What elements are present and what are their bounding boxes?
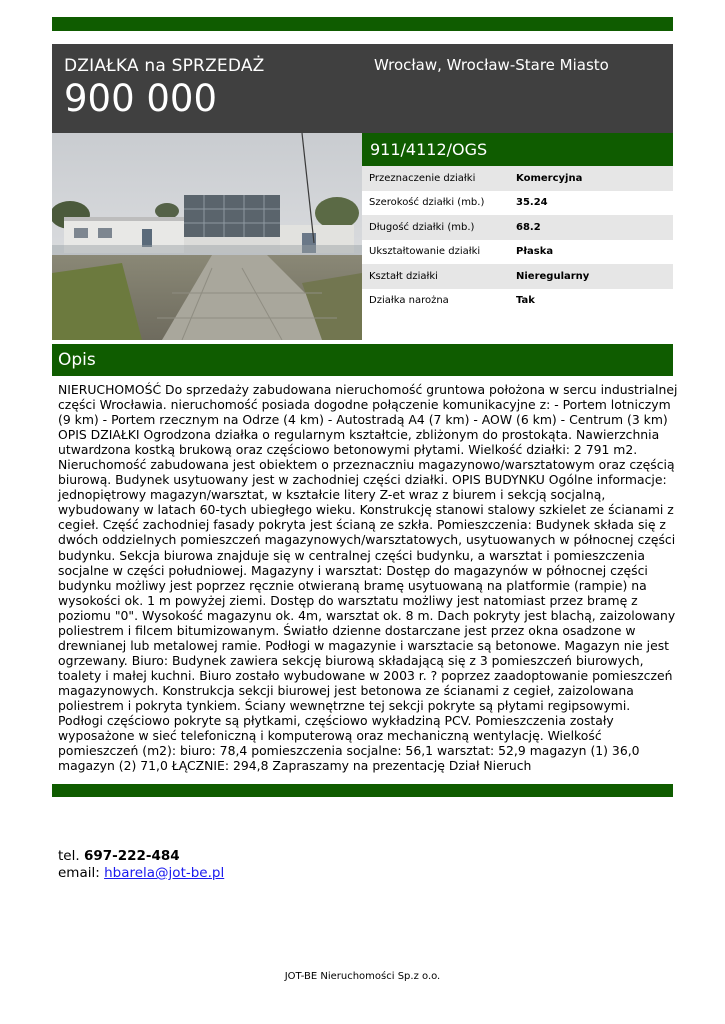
description-line: wyposażone w sieć telefoniczną i komputerową oraz mechaniczną wentylację. Wielkość — [58, 728, 602, 744]
detail-value: Nieregularny — [516, 270, 590, 282]
detail-row-terrain — [362, 240, 673, 265]
description-text — [58, 382, 678, 774]
description-line: wysokości ok. 1 m powyżej ziemi. Dostęp do warsztatu możliwy jest natomiast przez bramę z — [58, 592, 638, 608]
detail-label: Działka narożna — [369, 295, 449, 307]
contact-block — [58, 848, 224, 882]
description-line: socjalne w części południowej. Magazyny i warsztat: Dostęp do magazynów w północnej części — [58, 562, 648, 578]
detail-value: Komercyjna — [516, 172, 583, 184]
detail-row-purpose — [362, 166, 673, 191]
description-line: utwardzona kostką brukową oraz częściowo betonowymi płytami. Wielkość działki: 2 791 m2. — [58, 442, 638, 458]
description-line: Podłogi częściowo pokryte są płytkami, częściowo wykładziną PCV. Pomieszczenia zostały — [58, 713, 614, 729]
phone-line — [58, 848, 224, 865]
email-link[interactable]: hbarela@jot-be.pl — [104, 865, 225, 881]
phone-number[interactable]: 697-222-484 — [83, 848, 180, 864]
description-line: jednopiętrowy magazyn/warsztat, w kształcie litery Z-et wraz z biurem i sekcją socjalną, — [58, 487, 606, 503]
description-line: poziomu "0". Wysokość magazynu ok. 4m, warsztat ok. 8 m. Dach pokryty jest blachą, zaizolowany — [58, 607, 676, 623]
description-line: pomieszczeń (m2): biuro: 78,4 pomieszczenia socjalne: 56,1 warsztat: 52,9 magazyn (1) 36,0 — [58, 743, 640, 759]
listing-header — [52, 44, 673, 133]
description-line: poliestrem i pokryta tynkiem. Ściany wewnętrzne tej sekcji pokryte są płytami regipsowymi. — [58, 697, 631, 713]
bottom-accent-bar — [52, 784, 673, 797]
description-line: cegieł. Część zachodniej fasady pokryta jest ścianą ze szkła. Pomieszczenia: Budynek składa się z — [58, 517, 666, 533]
property-photo — [52, 133, 362, 340]
phone-label: tel. — [58, 848, 80, 864]
description-line: dwóch oddzielnych pomieszczeń magazynowych/warsztatowych, usytuowanych w północnej części — [58, 532, 676, 548]
reference-number: 911/4112/OGS — [362, 133, 673, 166]
description-heading: Opis — [52, 344, 673, 376]
description-line: wybudowany w latach 60-tych ubiegłego wieku. Konstrukcję stanowi stalowy szkielet ze ścianami z — [58, 502, 674, 518]
offer-type: DZIAŁKA na SPRZEDAŻ — [64, 56, 265, 76]
detail-value: 68.2 — [516, 221, 541, 233]
details-panel — [362, 133, 673, 313]
description-line: (9 km) - Portem rzecznym na Odrze (4 km) - Autostradą A4 (7 km) - AOW (6 km) - Centrum (3 km) — [58, 412, 668, 428]
detail-label: Długość działki (mb.) — [369, 221, 475, 233]
detail-row-shape — [362, 264, 673, 289]
top-accent-bar — [52, 17, 673, 31]
description-line: OPIS DZIAŁKI Ogrodzona działka o regularnym kształtcie, zbliżonym do prostokąta. Nawierzchnia — [58, 427, 660, 443]
detail-label: Szerokość działki (mb.) — [369, 197, 485, 209]
detail-value: Płaska — [516, 246, 554, 258]
detail-row-width — [362, 191, 673, 216]
detail-label: Ukształtowanie działki — [369, 246, 481, 258]
description-line: drewnianej lub metalowej ramie. Podłogi w magazynie i warsztacie są betonowe. Magazyn nie jest — [58, 637, 670, 653]
description-line: budynku możliwy jest poprzez ręcznie otwieraną bramę usytuowaną na platformie (rampie) na — [58, 577, 647, 593]
detail-value: 35.24 — [516, 197, 548, 209]
description-line: poliestrem i filcem bitumizowanym. Światło dzienne dostarczane jest przez okna osadzone w — [58, 622, 636, 638]
detail-row-length — [362, 215, 673, 240]
description-line: budynku. Sekcja biurowa znajduje się w centralnej części budynku, a warsztat i pomieszczenia — [58, 547, 645, 563]
detail-value: Tak — [516, 295, 535, 307]
footer-company: JOT-BE Nieruchomości Sp.z o.o. — [284, 971, 441, 982]
email-line — [58, 865, 224, 882]
price: 900 000 — [64, 77, 218, 120]
description-line: magazynowych. Konstrukcja sekcji biurowej jest betonowa ze ścianami z cegieł, zaizolowana — [58, 682, 634, 698]
property-photo-icon — [52, 133, 362, 340]
location: Wrocław, Wrocław-Stare Miasto — [374, 56, 609, 74]
description-line: ogrzewany. Biuro: Budynek zawiera sekcję biurową składającą się z 3 pomieszczeń biurowych, — [58, 652, 644, 668]
email-label: email: — [58, 865, 100, 881]
description-line: NIERUCHOMOŚĆ Do sprzedaży zabudowana nieruchomość gruntowa położona w sercu industrialnej — [58, 382, 678, 397]
detail-label: Przeznaczenie działki — [369, 172, 476, 184]
description-line: Nieruchomość zabudowana jest obiektem o przeznaczniu magazynowo/warsztatowym oraz częścią — [58, 457, 675, 473]
description-line: magazyn (2) 71,0 ŁĄCZNIE: 294,8 Zapraszamy na prezentację Dział Nieruch — [58, 758, 532, 774]
description-line: toalety i małej kuchni. Biuro zostało wybudowane w 2003 r. ? poprzez zaadoptowanie pomieszczeń — [58, 667, 673, 683]
detail-row-corner — [362, 289, 673, 314]
description-line: biurową. Budynek usytuowany jest w zachodniej części działki. OPIS BUDYNKU Ogólne informacje: — [58, 472, 667, 488]
detail-label: Kształt działki — [369, 270, 438, 282]
description-line: części Wrocławia. nieruchomość posiada dogodne połączenie komunikacyjne z: - Portem lotniczym — [58, 397, 671, 413]
